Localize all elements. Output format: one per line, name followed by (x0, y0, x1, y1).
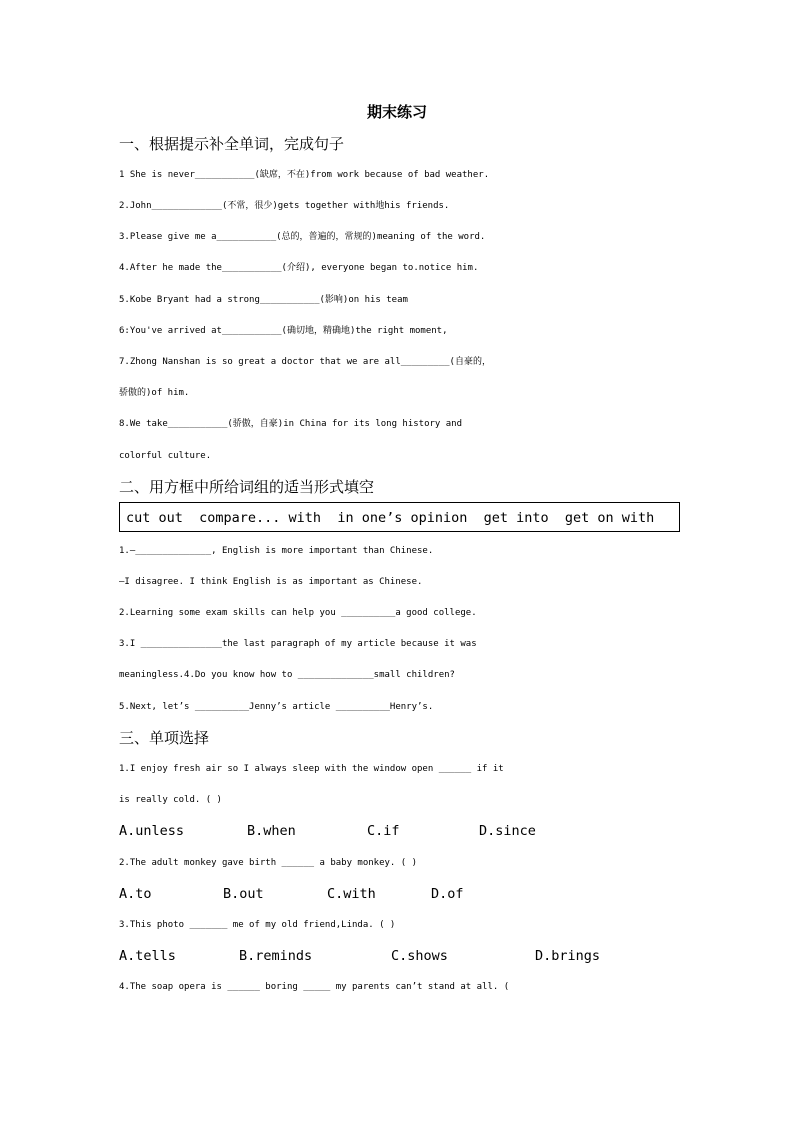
section3-heading: 三、单项选择 (119, 729, 210, 747)
section1-heading: 一、根据提示补全单词，完成句子 (119, 135, 345, 153)
q2-option-c: C.with (327, 886, 376, 902)
page-title: 期末练习 (366, 103, 427, 121)
s2-line-3: 2.Learning some exam skills can help you __________a good college. (119, 608, 477, 618)
s2-line-2: —I disagree. I think English is as important as Chinese. (119, 577, 423, 587)
s1-line-4: 4.After he made the___________(介绍), everyone began to.notice him. (119, 263, 479, 273)
q1-line-2: is really cold. ( ) (119, 795, 222, 805)
s1-line-10: colorful culture. (119, 451, 212, 461)
phrase-box-text: cut out compare... with in one’s opinion get into get on with (126, 510, 655, 526)
q1-option-c: C.if (367, 823, 400, 839)
q2-option-d: D.of (431, 886, 464, 902)
phrase-box (119, 502, 680, 532)
q2-line-1: 2.The adult monkey gave birth ______ a baby monkey. ( ) (119, 858, 418, 868)
q4-line-1: 4.The soap opera is ______ boring _____ my parents can’t stand at all. ( (119, 982, 510, 992)
s2-line-1: 1.—______________, English is more important than Chinese. (119, 546, 434, 556)
q3-option-c: C.shows (391, 948, 448, 964)
s1-line-7: 7.Zhong Nanshan is so great a doctor that we are all_________(自豪的， (119, 357, 491, 367)
q3-option-a: A.tells (119, 948, 176, 964)
s2-line-4: 3.I _______________the last paragraph of my article because it was (119, 639, 477, 649)
s1-line-8: 骄傲的)of him. (119, 388, 190, 398)
s1-line-6: 6:You've arrived at___________(确切地，精确地)the right moment, (119, 326, 448, 336)
s1-line-3: 3.Please give me a___________(总的，普遍的，常规的)meaning of the word. (119, 232, 486, 242)
s1-line-9: 8.We take___________(骄傲，自豪)in China for its long history and (119, 419, 463, 429)
s1-line-1: 1 She is never___________(缺席，不在)from work because of bad weather. (119, 170, 490, 180)
s1-line-2: 2.John_____________(不常，很少)gets together with地his friends. (119, 201, 450, 211)
section2-heading: 二、用方框中所给词组的适当形式填空 (119, 478, 375, 496)
s2-line-6: 5.Next, let’s __________Jenny’s article __________Henry’s. (119, 702, 434, 712)
q2-option-a: A.to (119, 886, 152, 902)
s2-line-5: meaningless.4.Do you know how to ______________small children? (119, 670, 455, 680)
s1-line-5: 5.Kobe Bryant had a strong___________(影响)on his team (119, 295, 408, 305)
q3-line-1: 3.This photo _______ me of my old friend,Linda. ( ) (119, 920, 396, 930)
q3-option-d: D.brings (535, 948, 601, 964)
q1-option-b: B.when (247, 823, 296, 839)
q2-option-b: B.out (223, 886, 264, 902)
q3-option-b: B.reminds (239, 948, 313, 964)
q1-option-a: A.unless (119, 823, 185, 839)
q1-option-d: D.since (479, 823, 536, 839)
q1-line-1: 1.I enjoy fresh air so I always sleep with the window open ______ if it (119, 764, 504, 774)
